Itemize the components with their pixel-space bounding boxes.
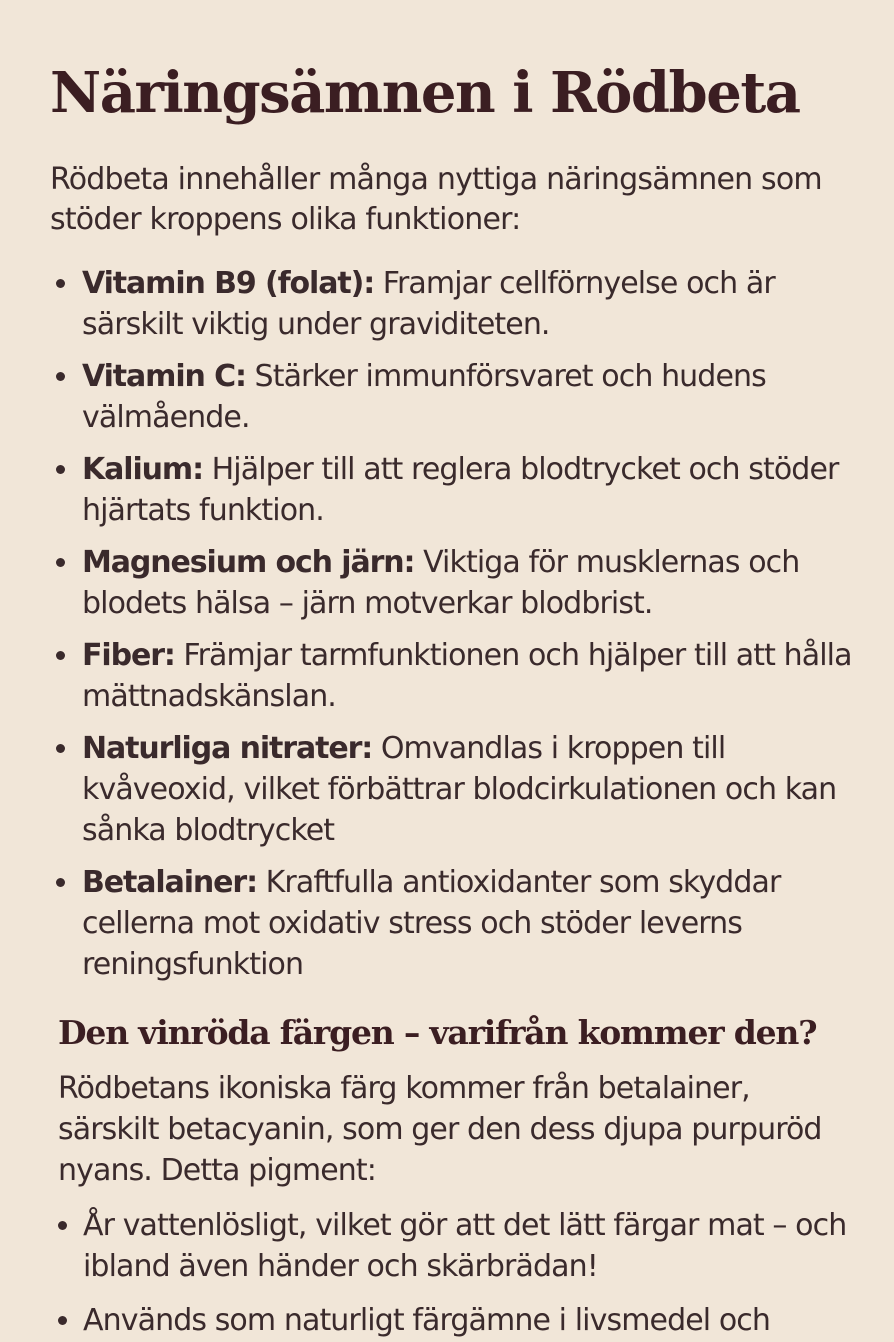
nutrient-term: Magnesium och järn:	[82, 545, 415, 580]
pigment-list	[56, 1205, 856, 1342]
nutrient-description: Hjälper till att reglera blodtrycket och stöder hjärtats funktion.	[82, 452, 839, 528]
list-item	[52, 635, 852, 717]
section-heading: Den vinröda färgen – varifrån kommer den?	[58, 1013, 817, 1052]
nutrient-term: Kalium:	[82, 452, 203, 487]
nutrient-description: Viktiga för musklernas och blodets hälsa – järn motverkar blodbrist.	[82, 545, 800, 621]
nutrient-description: Stärker immunförsvaret och hudens välmående.	[82, 359, 766, 435]
list-item	[52, 862, 852, 985]
section-paragraph: Rödbetans ikoniska färg kommer från betalainer, särskilt betacyanin, som ger den dess djupa purpuröd nyans. Detta pigment:	[58, 1071, 822, 1188]
list-item	[52, 542, 852, 624]
nutrient-list	[52, 263, 852, 996]
list-item	[52, 263, 852, 345]
list-item	[52, 356, 852, 438]
list-item: Används som naturligt färgämne i livsmedel och	[56, 1300, 856, 1341]
nutrient-description: Främjar tarmfunktionen och hjälper till att hålla mättnadskänslan.	[82, 638, 852, 714]
page-title: Näringsämnen i Rödbeta	[50, 60, 800, 126]
nutrient-description: Kraftfulla antioxidanter som skyddar cellerna mot oxidativ stress och stöder leverns reningsfunktion	[82, 865, 781, 982]
list-item: År vattenlösligt, vilket gör att det lätt färgar mat – och ibland även händer och skärbrädan!	[56, 1205, 856, 1287]
nutrient-term: Vitamin B9 (folat):	[82, 266, 375, 301]
list-item	[52, 728, 852, 851]
nutrient-term: Vitamin C:	[82, 359, 246, 394]
intro-paragraph: Rödbeta innehåller många nyttiga näringsämnen som stöder kroppens olika funktioner:	[50, 162, 822, 237]
nutrient-description: Framjar cellförnyelse och är särskilt viktig under graviditeten.	[82, 266, 775, 342]
nutrient-term: Naturliga nitrater:	[82, 731, 373, 766]
nutrient-term: Betalainer:	[82, 865, 258, 900]
list-item	[52, 449, 852, 531]
nutrient-term: Fiber:	[82, 638, 175, 673]
nutrient-description: Omvandlas i kroppen till kvåveoxid, vilket förbättrar blodcirkulationen och kan sånka blodtrycket	[82, 731, 837, 848]
